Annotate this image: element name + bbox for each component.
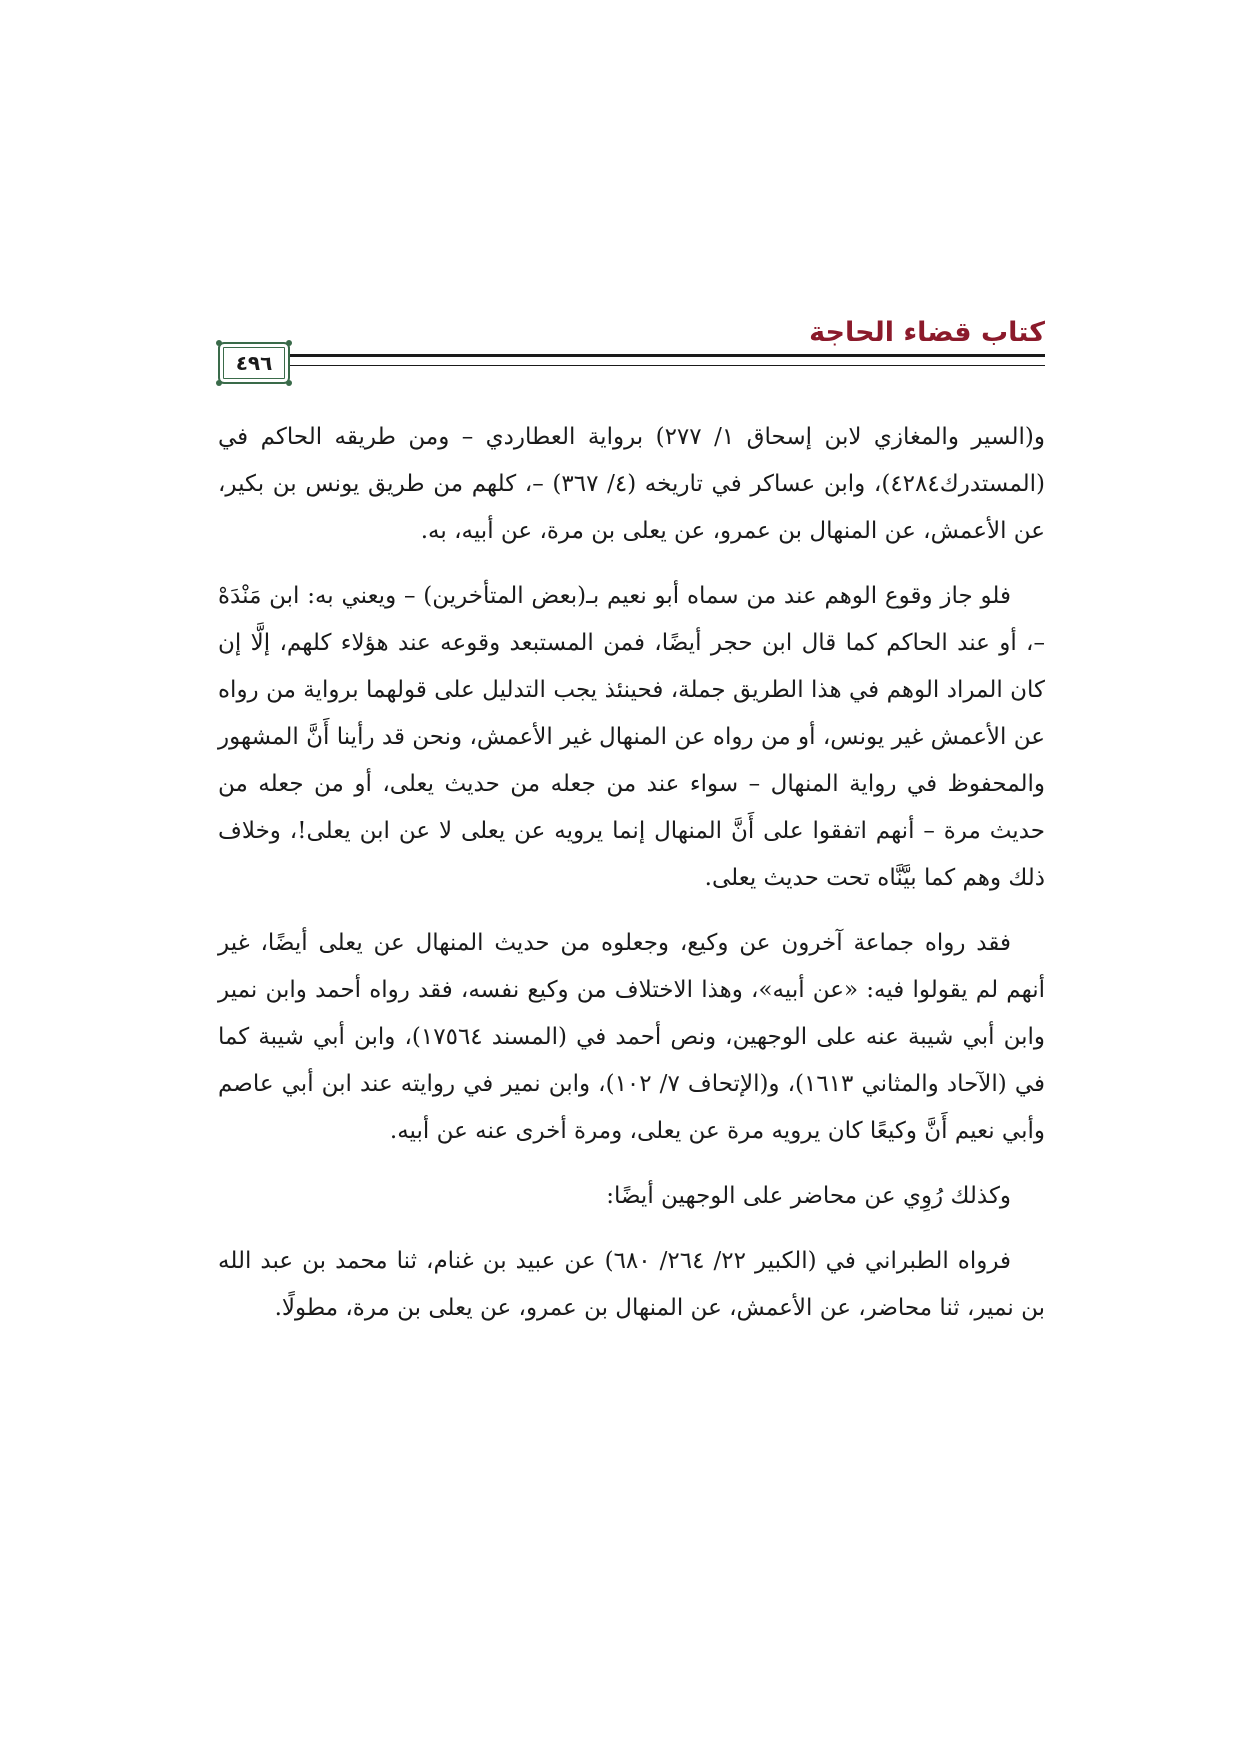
header-rule [218, 354, 1045, 366]
paragraph: فلو جاز وقوع الوهم عند من سماه أبو نعيم بـ(بعض المتأخرين) – ويعني به: ابن مَنْدَهْ –، أو عند الحاكم كما قال ابن حجر أيضًا، فمن المستبعد وقوعه عند هؤلاء كلهم، إلَّا إن كان المراد الوهم في هذا الطريق جملة، فحينئذ يجب التدليل على قولهما برواية من رواه عن الأعمش غير يونس، أو من رواه عن المنهال غير الأعمش، ونحن قد رأينا أَنَّ المشهور والمحفوظ في رواية المنهال – سواء عند من جعله من حديث يعلى، أو من جعله من حديث مرة – أنهم اتفقوا على أَنَّ المنهال إنما يرويه عن يعلى لا عن ابن يعلى!، وخلاف ذلك وهم كما بيَّنَّاه تحت حديث يعلى. [218, 583, 1045, 891]
page-content [218, 414, 1045, 1350]
badge-ornament-icon [216, 380, 222, 386]
badge-ornament-icon [286, 340, 292, 346]
page-number-badge [218, 342, 290, 384]
badge-ornament-icon [286, 380, 292, 386]
book-title: كتاب قضاء الحاجة [809, 317, 1045, 348]
paragraph: و(السير والمغازي لابن إسحاق ١/ ٢٧٧) برواية العطاردي – ومن طريقه الحاكم في (المستدرك٤٢٨٤)، وابن عساكر في تاريخه (٤/ ٣٦٧) –، كلهم من طريق يونس بن بكير، عن الأعمش، عن المنهال بن عمرو، عن يعلى بن مرة، عن أبيه، به. [218, 424, 1046, 544]
paragraph: وكذلك رُوِي عن محاضر على الوجهين أيضًا: [606, 1183, 1011, 1209]
badge-ornament-icon [216, 340, 222, 346]
paragraph: فرواه الطبراني في (الكبير ٢٢/ ٢٦٤/ ٦٨٠) عن عبيد بن غنام، ثنا محمد بن عبد الله بن نمير، ثنا محاضر، عن الأعمش، عن المنهال بن عمرو، عن يعلى بن مرة، مطولًا. [218, 1248, 1045, 1321]
running-header [218, 318, 1045, 386]
paragraph: فقد رواه جماعة آخرون عن وكيع، وجعلوه من حديث المنهال عن يعلى أيضًا، غير أنهم لم يقولوا فيه: «عن أبيه»، وهذا الاختلاف من وكيع نفسه، فقد رواه أحمد وابن نمير وابن أبي شيبة عنه على الوجهين، ونص أحمد في (المسند ١٧٥٦٤)، وابن أبي شيبة كما في (الآحاد والمثاني ١٦١٣)، و(الإتحاف ٧/ ١٠٢)، وابن نمير في روايته عند ابن أبي عاصم وأبي نعيم أَنَّ وكيعًا كان يرويه مرة عن يعلى، ومرة أخرى عنه عن أبيه. [218, 930, 1045, 1144]
page-number: ٤٩٦ [235, 351, 273, 375]
